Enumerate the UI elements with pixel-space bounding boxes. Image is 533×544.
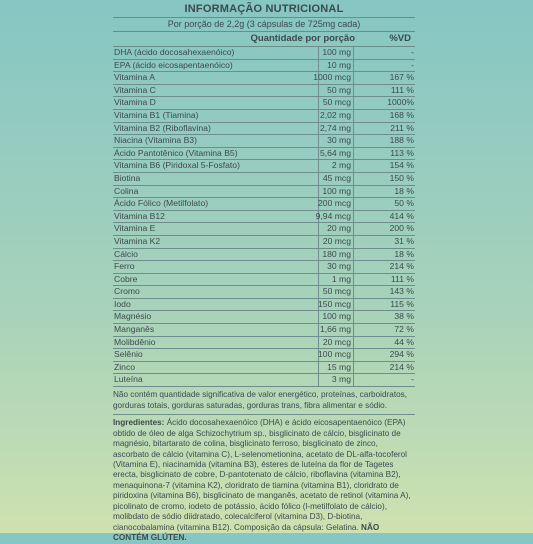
- nutrient-name: Cálcio: [114, 248, 138, 259]
- nutrient-name: Luteína: [114, 374, 143, 385]
- table-row: [113, 261, 415, 274]
- table-row: [113, 211, 415, 224]
- nutrient-daily-value: 115 %: [390, 298, 414, 309]
- table-row: [113, 160, 415, 173]
- nutrient-name: DHA (ácido docosahexaenóico): [114, 47, 235, 57]
- nutrient-quantity: 20 mcg: [322, 336, 351, 347]
- nutrient-daily-value: 167 %: [389, 72, 414, 83]
- nutrient-name: Magnésio: [114, 311, 152, 322]
- panel-title: INFORMAÇÃO NUTRICIONAL: [184, 3, 344, 15]
- nutrient-quantity: 1 mg: [331, 273, 351, 284]
- nutrient-quantity: 20 mcg: [322, 235, 351, 246]
- table-row: [113, 72, 415, 85]
- table-header: [113, 32, 415, 47]
- nutrient-name: Ácido Fólico (Metilfolato): [114, 198, 209, 209]
- table-row: [113, 374, 415, 387]
- nutrient-name: Vitamina E: [114, 223, 156, 234]
- table-row: [113, 198, 415, 211]
- nutrient-daily-value: -: [411, 374, 414, 385]
- table-row: [113, 311, 415, 324]
- nutrient-name: Selênio: [114, 349, 143, 360]
- nutrient-name: Vitamina B2 (Riboflavina): [114, 122, 211, 133]
- nutrient-name: Ácido Pantotênico (Vitamina B5): [114, 147, 238, 158]
- table-row: [113, 274, 415, 287]
- nutrient-daily-value: 294 %: [389, 349, 414, 360]
- nutrient-name: Niacina (Vitamina B3): [114, 135, 197, 146]
- nutrient-quantity: 30 mg: [327, 261, 351, 272]
- table-row: [113, 324, 415, 337]
- nutrient-quantity: 15 mg: [327, 361, 351, 372]
- nutrient-daily-value: -: [411, 47, 414, 57]
- nutrient-quantity: 50 mg: [327, 84, 351, 95]
- nutrient-daily-value: 111 %: [390, 84, 414, 95]
- nutrient-quantity: 5,64 mg: [319, 147, 351, 158]
- nutrient-daily-value: 211 %: [390, 122, 414, 133]
- nutrient-daily-value: 143 %: [389, 286, 414, 297]
- nutrient-name: Zinco: [114, 361, 136, 372]
- nutrient-quantity: 3 mg: [331, 374, 351, 385]
- nutrient-name: Manganês: [114, 324, 155, 335]
- nutrient-quantity: 45 mcg: [322, 172, 351, 183]
- table-row: [113, 123, 415, 136]
- nutrient-name: Biotina: [114, 172, 141, 183]
- table-row: [113, 85, 415, 98]
- nutrient-name: Vitamina C: [114, 84, 156, 95]
- table-row: [113, 223, 415, 236]
- nutrient-daily-value: 1000%: [387, 97, 414, 108]
- nutrient-name: Cromo: [114, 286, 140, 297]
- table-row: [113, 236, 415, 249]
- nutrient-daily-value: 50 %: [394, 198, 414, 209]
- nutrient-daily-value: 18 %: [394, 185, 414, 196]
- nutrient-name: Vitamina B1 (Tiamina): [114, 109, 199, 120]
- nutrient-quantity: 100 mg: [322, 185, 351, 196]
- nutrient-daily-value: 31 %: [394, 235, 414, 246]
- nutrient-quantity: 2,74 mg: [319, 122, 351, 133]
- table-row: [113, 249, 415, 262]
- table-row: [113, 362, 415, 375]
- nutrient-name: Vitamina B12: [114, 210, 165, 221]
- nutrient-daily-value: 44 %: [394, 336, 414, 347]
- table-row: [113, 148, 415, 161]
- nutrient-daily-value: 72 %: [394, 324, 414, 335]
- nutrient-daily-value: 38 %: [394, 311, 414, 322]
- table-row: [113, 97, 415, 110]
- nutrient-daily-value: 188 %: [389, 135, 414, 146]
- nutrition-note: Não contém quantidade significativa de valor energético, proteínas, carboidratos, gorduras totais, gorduras saturadas, gorduras trans, fibra alimentar e sódio.: [113, 390, 415, 415]
- nutrient-name: Vitamina B6 (Piridoxal 5-Fosfato): [114, 160, 240, 171]
- nutrient-name: EPA (ácido eicosapentaenóico): [114, 59, 233, 70]
- nutrient-daily-value: 154 %: [389, 160, 414, 171]
- nutrient-quantity: 150 mcg: [318, 298, 351, 309]
- nutrient-table: [113, 47, 415, 387]
- nutrient-quantity: 100 mg: [322, 47, 351, 57]
- table-row: [113, 135, 415, 148]
- nutrient-daily-value: 214 %: [389, 261, 414, 272]
- nutrient-daily-value: 168 %: [389, 109, 414, 120]
- nutrient-quantity: 180 mg: [322, 248, 351, 259]
- table-row: [113, 337, 415, 350]
- nutrient-daily-value: 200 %: [389, 223, 414, 234]
- nutrient-name: Ferro: [114, 261, 135, 272]
- table-row: [113, 349, 415, 362]
- nutrient-name: Vitamina A: [114, 72, 155, 83]
- nutrient-daily-value: 113 %: [390, 147, 414, 158]
- nutrient-quantity: 200 mcg: [318, 198, 351, 209]
- nutrient-quantity: 1000 mcg: [313, 72, 351, 83]
- header-daily-value: %VD: [389, 33, 411, 44]
- ingredients-list: Ácido docosahexaenóico (DHA) e ácido eicosapentaenóico (EPA) obtido de óleo de alga Schizochytrium sp., bisglicinato de cálcio, bisglicinato de magnésio, bitartarato de colina, bisglicinato ferroso, bisglicinato de zinco, ascorbato de cálcio (vitamina C), L-selenometionina, acetato de DL-alfa-tocoferol (Vitamina E), niacinamida (vitamina B3), ésteres de luteína da flor de Tagetes erecta, bisglicinato de cobre, D-pantotenato de cálcio, riboflavina (vitamina B2), menaquinona-7 (vitamina K2), cloridrato de tiamina (vitamina B1), cloridrato de piridoxina (vitamina B6), bisglicinato de manganês, acetato de retinol (vitamina A), picolinato de cromo, iodeto de potássio, ácido fólico (l-metilfolato de cálcio), molibdato de sódio diidratado, colecalciferol (vitamina D3), D-biotina, cianocobalamina (vitamina B12). Composição da cápsula: Gelatina.: [113, 418, 411, 532]
- nutrient-quantity: 2 mg: [331, 160, 351, 171]
- nutrient-name: Iodo: [114, 298, 131, 309]
- nutrient-daily-value: 214 %: [389, 361, 414, 372]
- table-row: [113, 186, 415, 199]
- nutrient-quantity: 50 mcg: [322, 97, 351, 108]
- table-row: [113, 286, 415, 299]
- nutrient-quantity: 10 mg: [327, 59, 351, 70]
- nutrient-quantity: 30 mg: [327, 135, 351, 146]
- table-row: [113, 60, 415, 73]
- nutrient-daily-value: -: [411, 59, 414, 70]
- nutrient-quantity: 50 mcg: [322, 286, 351, 297]
- nutrient-name: Vitamina D: [114, 97, 156, 108]
- nutrient-quantity: 9,94 mcg: [315, 210, 351, 221]
- nutrient-quantity: 2,02 mg: [319, 109, 351, 120]
- nutrition-facts-panel: [113, 0, 415, 543]
- nutrient-name: Molibdênio: [114, 336, 156, 347]
- nutrient-daily-value: 18 %: [394, 248, 414, 259]
- header-quantity: Quantidade por porção: [250, 33, 355, 44]
- ingredients-label: Ingredientes:: [113, 418, 165, 428]
- table-row: [113, 299, 415, 312]
- gluten-warning: NÃO CONTÉM GLÚTEN.: [113, 522, 380, 543]
- table-row: [113, 47, 415, 60]
- nutrient-name: Colina: [114, 185, 139, 196]
- nutrient-daily-value: 111 %: [390, 273, 414, 284]
- nutrient-quantity: 20 mg: [327, 223, 351, 234]
- nutrient-name: Vitamina K2: [114, 235, 161, 246]
- nutrient-daily-value: 150 %: [389, 172, 414, 183]
- nutrient-quantity: 100 mg: [322, 311, 351, 322]
- nutrient-name: Cobre: [114, 273, 138, 284]
- nutrient-quantity: 100 mcg: [318, 349, 351, 360]
- nutrient-quantity: 1,66 mg: [319, 324, 351, 335]
- ingredients-text: [113, 418, 415, 543]
- table-row: [113, 110, 415, 123]
- table-row: [113, 173, 415, 186]
- nutrient-daily-value: 414 %: [389, 210, 414, 221]
- serving-size: Por porção de 2,2g (3 cápsulas de 725mg cada): [113, 17, 415, 32]
